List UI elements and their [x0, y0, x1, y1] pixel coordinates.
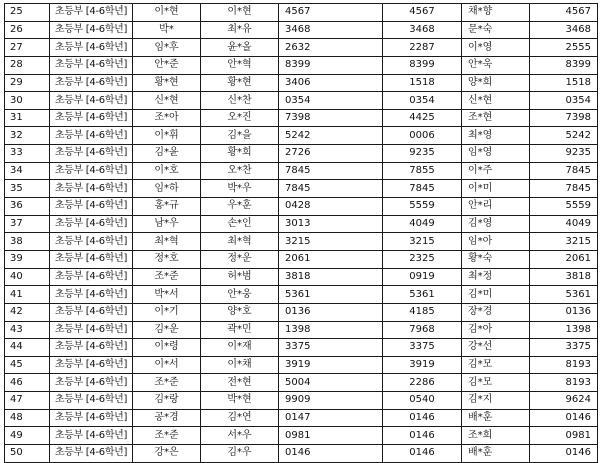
division-cell: 초등부 [4-6학년] — [50, 250, 133, 268]
code-2-cell: 0919 — [383, 268, 462, 286]
table-row — [5, 286, 598, 304]
name-2-cell: 최*유 — [201, 21, 279, 39]
name-3-cell: 이*영 — [462, 39, 530, 57]
code-1-cell: 5361 — [279, 286, 383, 304]
table-row — [5, 74, 598, 92]
name-1-cell: 임*후 — [133, 39, 201, 57]
row-number-cell: 34 — [5, 162, 50, 180]
table-row — [5, 215, 598, 233]
table-row — [5, 356, 598, 374]
code-3-cell: 8193 — [530, 356, 598, 374]
division-cell: 초등부 [4-6학년] — [50, 198, 133, 216]
name-1-cell: 김*랑 — [133, 392, 201, 410]
code-2-cell: 3375 — [383, 339, 462, 357]
code-2-cell: 0146 — [383, 445, 462, 463]
code-1-cell: 2632 — [279, 39, 383, 57]
division-cell: 초등부 [4-6학년] — [50, 303, 133, 321]
row-number-cell: 48 — [5, 409, 50, 427]
name-1-cell: 이*호 — [133, 162, 201, 180]
division-cell: 초등부 [4-6학년] — [50, 162, 133, 180]
code-1-cell: 2061 — [279, 250, 383, 268]
name-2-cell: 김*을 — [201, 127, 279, 145]
name-2-cell: 허*범 — [201, 268, 279, 286]
code-1-cell: 3375 — [279, 339, 383, 357]
code-3-cell: 0354 — [530, 92, 598, 110]
name-3-cell: 김*미 — [462, 286, 530, 304]
code-3-cell: 0146 — [530, 445, 598, 463]
name-2-cell: 곽*민 — [201, 321, 279, 339]
name-2-cell: 김*우 — [201, 445, 279, 463]
name-1-cell: 정*호 — [133, 250, 201, 268]
code-2-cell: 0006 — [383, 127, 462, 145]
row-number-cell: 50 — [5, 445, 50, 463]
code-2-cell: 3215 — [383, 233, 462, 251]
name-2-cell: 서*우 — [201, 427, 279, 445]
code-1-cell: 7845 — [279, 180, 383, 198]
code-2-cell: 8399 — [383, 56, 462, 74]
name-2-cell: 안*웅 — [201, 286, 279, 304]
row-number-cell: 43 — [5, 321, 50, 339]
name-2-cell: 전*현 — [201, 374, 279, 392]
code-3-cell: 7398 — [530, 109, 598, 127]
code-1-cell: 3818 — [279, 268, 383, 286]
name-1-cell: 이*현 — [133, 4, 201, 22]
code-1-cell: 3468 — [279, 21, 383, 39]
code-3-cell: 3375 — [530, 339, 598, 357]
table-row — [5, 339, 598, 357]
name-2-cell: 황*현 — [201, 74, 279, 92]
name-1-cell: 최*혁 — [133, 233, 201, 251]
code-2-cell: 9235 — [383, 145, 462, 163]
row-number-cell: 32 — [5, 127, 50, 145]
table-row — [5, 233, 598, 251]
table-row — [5, 92, 598, 110]
code-1-cell: 3215 — [279, 233, 383, 251]
name-2-cell: 박*현 — [201, 392, 279, 410]
code-2-cell: 0146 — [383, 427, 462, 445]
code-2-cell: 0540 — [383, 392, 462, 410]
name-2-cell: 이*채 — [201, 356, 279, 374]
name-2-cell: 이*재 — [201, 339, 279, 357]
name-3-cell: 김*영 — [462, 215, 530, 233]
code-2-cell: 0354 — [383, 92, 462, 110]
code-2-cell: 2287 — [383, 39, 462, 57]
division-cell: 초등부 [4-6학년] — [50, 180, 133, 198]
row-number-cell: 45 — [5, 356, 50, 374]
division-cell: 초등부 [4-6학년] — [50, 409, 133, 427]
name-2-cell: 우*훈 — [201, 198, 279, 216]
row-number-cell: 39 — [5, 250, 50, 268]
name-3-cell: 이*미 — [462, 180, 530, 198]
row-number-cell: 47 — [5, 392, 50, 410]
code-2-cell: 2325 — [383, 250, 462, 268]
division-cell: 초등부 [4-6학년] — [50, 356, 133, 374]
participant-table — [4, 3, 598, 463]
row-number-cell: 33 — [5, 145, 50, 163]
code-3-cell: 4567 — [530, 4, 598, 22]
code-2-cell: 4049 — [383, 215, 462, 233]
code-3-cell: 1398 — [530, 321, 598, 339]
division-cell: 초등부 [4-6학년] — [50, 127, 133, 145]
table-row — [5, 56, 598, 74]
table-row — [5, 109, 598, 127]
code-3-cell: 1518 — [530, 74, 598, 92]
name-3-cell: 채*향 — [462, 4, 530, 22]
name-1-cell: 강*은 — [133, 445, 201, 463]
table-row — [5, 250, 598, 268]
division-cell: 초등부 [4-6학년] — [50, 4, 133, 22]
name-1-cell: 김*운 — [133, 321, 201, 339]
table-row — [5, 145, 598, 163]
code-3-cell: 0981 — [530, 427, 598, 445]
name-2-cell: 손*인 — [201, 215, 279, 233]
table-row — [5, 162, 598, 180]
row-number-cell: 30 — [5, 92, 50, 110]
division-cell: 초등부 [4-6학년] — [50, 109, 133, 127]
code-2-cell: 0146 — [383, 409, 462, 427]
code-1-cell: 0354 — [279, 92, 383, 110]
division-cell: 초등부 [4-6학년] — [50, 215, 133, 233]
row-number-cell: 42 — [5, 303, 50, 321]
name-3-cell: 안*욱 — [462, 56, 530, 74]
code-3-cell: 2555 — [530, 39, 598, 57]
row-number-cell: 41 — [5, 286, 50, 304]
division-cell: 초등부 [4-6학년] — [50, 427, 133, 445]
name-2-cell: 박*우 — [201, 180, 279, 198]
name-2-cell: 윤*올 — [201, 39, 279, 57]
code-1-cell: 5242 — [279, 127, 383, 145]
code-3-cell: 8399 — [530, 56, 598, 74]
code-1-cell: 7398 — [279, 109, 383, 127]
name-3-cell: 강*선 — [462, 339, 530, 357]
code-1-cell: 4567 — [279, 4, 383, 22]
name-1-cell: 홍*규 — [133, 198, 201, 216]
code-3-cell: 4049 — [530, 215, 598, 233]
code-1-cell: 9909 — [279, 392, 383, 410]
code-3-cell: 2061 — [530, 250, 598, 268]
row-number-cell: 38 — [5, 233, 50, 251]
code-2-cell: 2286 — [383, 374, 462, 392]
code-2-cell: 4425 — [383, 109, 462, 127]
name-1-cell: 박* — [133, 21, 201, 39]
code-3-cell: 3215 — [530, 233, 598, 251]
row-number-cell: 44 — [5, 339, 50, 357]
row-number-cell: 27 — [5, 39, 50, 57]
name-3-cell: 임*영 — [462, 145, 530, 163]
code-2-cell: 5559 — [383, 198, 462, 216]
code-3-cell: 3468 — [530, 21, 598, 39]
row-number-cell: 31 — [5, 109, 50, 127]
code-1-cell: 0981 — [279, 427, 383, 445]
name-3-cell: 장*경 — [462, 303, 530, 321]
code-3-cell: 0146 — [530, 409, 598, 427]
name-3-cell: 조*현 — [462, 109, 530, 127]
name-2-cell: 정*운 — [201, 250, 279, 268]
division-cell: 초등부 [4-6학년] — [50, 268, 133, 286]
name-3-cell: 이*주 — [462, 162, 530, 180]
name-2-cell: 안*혁 — [201, 56, 279, 74]
code-2-cell: 5361 — [383, 286, 462, 304]
name-2-cell: 신*찬 — [201, 92, 279, 110]
table-row — [5, 4, 598, 22]
code-2-cell: 3468 — [383, 21, 462, 39]
name-3-cell: 문*숙 — [462, 21, 530, 39]
name-1-cell: 황*현 — [133, 74, 201, 92]
division-cell: 초등부 [4-6학년] — [50, 39, 133, 57]
code-3-cell: 5361 — [530, 286, 598, 304]
table-row — [5, 39, 598, 57]
code-2-cell: 7845 — [383, 180, 462, 198]
name-1-cell: 박*서 — [133, 286, 201, 304]
table-row — [5, 127, 598, 145]
table-row — [5, 198, 598, 216]
name-3-cell: 김*아 — [462, 321, 530, 339]
name-1-cell: 임*하 — [133, 180, 201, 198]
table-row — [5, 321, 598, 339]
name-1-cell: 이*서 — [133, 356, 201, 374]
division-cell: 초등부 [4-6학년] — [50, 392, 133, 410]
table-body — [5, 4, 598, 463]
name-3-cell: 최*영 — [462, 127, 530, 145]
name-1-cell: 남*우 — [133, 215, 201, 233]
name-3-cell: 김*모 — [462, 356, 530, 374]
name-3-cell: 임*아 — [462, 233, 530, 251]
table-row — [5, 445, 598, 463]
name-1-cell: 조*준 — [133, 268, 201, 286]
name-1-cell: 조*준 — [133, 374, 201, 392]
table-row — [5, 409, 598, 427]
table-row — [5, 21, 598, 39]
code-3-cell: 0136 — [530, 303, 598, 321]
row-number-cell: 40 — [5, 268, 50, 286]
name-2-cell: 황*희 — [201, 145, 279, 163]
division-cell: 초등부 [4-6학년] — [50, 339, 133, 357]
code-1-cell: 8399 — [279, 56, 383, 74]
name-1-cell: 공*경 — [133, 409, 201, 427]
name-1-cell: 이*기 — [133, 303, 201, 321]
code-1-cell: 3406 — [279, 74, 383, 92]
division-cell: 초등부 [4-6학년] — [50, 374, 133, 392]
code-1-cell: 0136 — [279, 303, 383, 321]
name-2-cell: 최*혁 — [201, 233, 279, 251]
name-1-cell: 조*준 — [133, 427, 201, 445]
code-1-cell: 0428 — [279, 198, 383, 216]
division-cell: 초등부 [4-6학년] — [50, 233, 133, 251]
name-3-cell: 양*희 — [462, 74, 530, 92]
code-3-cell: 3818 — [530, 268, 598, 286]
code-3-cell: 5242 — [530, 127, 598, 145]
code-2-cell: 7855 — [383, 162, 462, 180]
code-1-cell: 0146 — [279, 445, 383, 463]
code-3-cell: 8193 — [530, 374, 598, 392]
code-1-cell: 0147 — [279, 409, 383, 427]
name-1-cell: 신*현 — [133, 92, 201, 110]
table-row — [5, 392, 598, 410]
row-number-cell: 46 — [5, 374, 50, 392]
name-1-cell: 이*휘 — [133, 127, 201, 145]
row-number-cell: 26 — [5, 21, 50, 39]
division-cell: 초등부 [4-6학년] — [50, 286, 133, 304]
name-3-cell: 최*정 — [462, 268, 530, 286]
row-number-cell: 25 — [5, 4, 50, 22]
table-row — [5, 427, 598, 445]
name-3-cell: 조*희 — [462, 427, 530, 445]
name-2-cell: 오*찬 — [201, 162, 279, 180]
row-number-cell: 49 — [5, 427, 50, 445]
table-row — [5, 180, 598, 198]
code-3-cell: 7845 — [530, 162, 598, 180]
name-3-cell: 황*숙 — [462, 250, 530, 268]
code-1-cell: 7845 — [279, 162, 383, 180]
name-2-cell: 김*연 — [201, 409, 279, 427]
row-number-cell: 36 — [5, 198, 50, 216]
name-2-cell: 양*호 — [201, 303, 279, 321]
row-number-cell: 35 — [5, 180, 50, 198]
code-3-cell: 9624 — [530, 392, 598, 410]
table-row — [5, 268, 598, 286]
row-number-cell: 29 — [5, 74, 50, 92]
code-2-cell: 4567 — [383, 4, 462, 22]
name-1-cell: 김*윤 — [133, 145, 201, 163]
name-1-cell: 안*준 — [133, 56, 201, 74]
division-cell: 초등부 [4-6학년] — [50, 321, 133, 339]
code-1-cell: 2726 — [279, 145, 383, 163]
name-3-cell: 안*리 — [462, 198, 530, 216]
code-1-cell: 3919 — [279, 356, 383, 374]
code-2-cell: 4185 — [383, 303, 462, 321]
division-cell: 초등부 [4-6학년] — [50, 145, 133, 163]
division-cell: 초등부 [4-6학년] — [50, 21, 133, 39]
row-number-cell: 37 — [5, 215, 50, 233]
division-cell: 초등부 [4-6학년] — [50, 56, 133, 74]
name-3-cell: 김*지 — [462, 392, 530, 410]
code-3-cell: 5559 — [530, 198, 598, 216]
table-row — [5, 374, 598, 392]
code-3-cell: 7845 — [530, 180, 598, 198]
name-1-cell: 이*령 — [133, 339, 201, 357]
division-cell: 초등부 [4-6학년] — [50, 74, 133, 92]
division-cell: 초등부 [4-6학년] — [50, 445, 133, 463]
name-1-cell: 조*아 — [133, 109, 201, 127]
name-3-cell: 신*현 — [462, 92, 530, 110]
code-1-cell: 5004 — [279, 374, 383, 392]
code-1-cell: 1398 — [279, 321, 383, 339]
code-2-cell: 7968 — [383, 321, 462, 339]
code-2-cell: 3919 — [383, 356, 462, 374]
name-3-cell: 배*훈 — [462, 409, 530, 427]
name-3-cell: 김*모 — [462, 374, 530, 392]
code-3-cell: 9235 — [530, 145, 598, 163]
row-number-cell: 28 — [5, 56, 50, 74]
code-1-cell: 3013 — [279, 215, 383, 233]
table-row — [5, 303, 598, 321]
name-2-cell: 오*진 — [201, 109, 279, 127]
division-cell: 초등부 [4-6학년] — [50, 92, 133, 110]
name-2-cell: 이*현 — [201, 4, 279, 22]
name-3-cell: 배*훈 — [462, 445, 530, 463]
code-2-cell: 1518 — [383, 74, 462, 92]
